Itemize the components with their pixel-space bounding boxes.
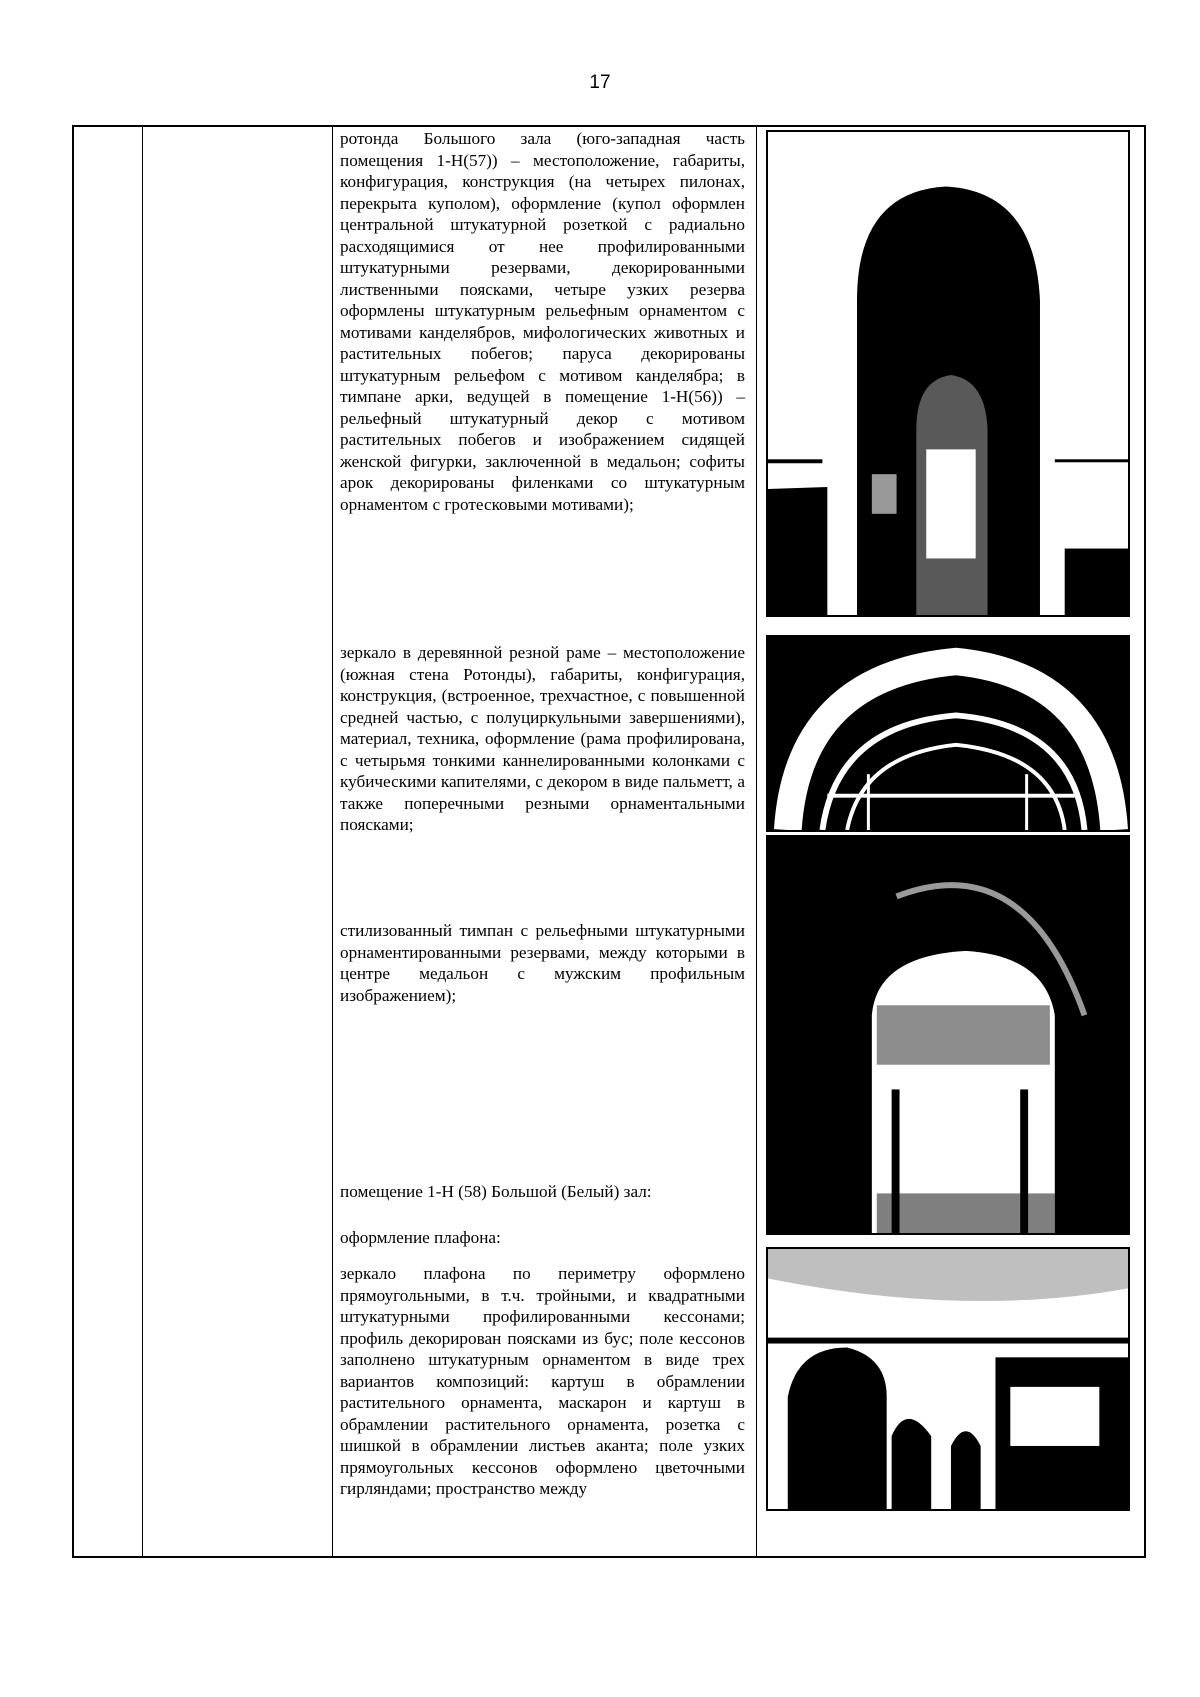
column-divider-2 (332, 127, 333, 1556)
white-hall-ceiling-photo (766, 1247, 1130, 1511)
entry-text: помещение 1-Н (58) Большой (Белый) зал: (340, 1182, 652, 1201)
rotunda-arch-photo (766, 130, 1130, 617)
entry-text: зеркало плафона по периметру оформлено прямоугольными, в т.ч. тройными, и квадратными штукатурными профилированными кессонами; профиль декорирован поясками из бус; поле кессонов заполнено штукатурным орнаментом в виде трех вариантов композиций: картуш в обрамлении растительного орнамента, маскарон и картуш в обрамлении растительного орнамента, розетка с шишкой в обрамлении листьев аканта; поле узких прямоугольных кессонов оформлено цветочными гирляндами; пространство между (340, 1264, 745, 1498)
entry-text: стилизованный тимпан с рельефными штукатурными орнаментированными резервами, между которыми в центре медальон с мужским профильным изображением); (340, 921, 745, 1005)
entry-text: зеркало в деревянной резной раме – местоположение (южная стена Ротонды), габариты, конфигурация, конструкция, (встроенное, трехчастное, с повышенной средней частью, с полуциркульными завершениями), материал, техника, оформление (рама профилирована, с четырьмя тонкими каннелированными колонками с кубическими капителями, с декором в виде пальметт, а также поперечными резными орнаментальными поясками; (340, 643, 745, 834)
tympanum-arch-photo (766, 835, 1130, 1235)
description-tympanum (340, 920, 745, 1006)
entry-text: ротонда Большого зала (юго-западная часть помещения 1-Н(57)) – местоположение, габариты, конфигурация, конструкция (на четырех пилонах, перекрыта куполом), оформление (купол оформлен центральной штукатурной розеткой с радиально расходящимися от нее профилированными штукатурными резервами, декорированными лиственными поясками, четыре узких резерва оформлены штукатурным рельефным орнаментом с мотивами канделябров, мифологических животных и растительных побегов; паруса декорированы штукатурным рельефом с мотивом канделябра; в тимпане арки, ведущей в помещение 1-Н(56)) – рельефный штукатурный декор с мотивом растительных побегов и изображением сидящей женской фигурки, заключенной в медальон; софиты арок декорированы филенками со штукатурным орнаментом с гротесковыми мотивами); (340, 129, 745, 514)
column-divider-1 (142, 127, 143, 1556)
description-ceiling-heading (340, 1227, 745, 1249)
entry-text: оформление плафона: (340, 1228, 501, 1247)
page-number: 17 (589, 72, 611, 93)
mirror-frame-photo (766, 635, 1130, 832)
description-mirror (340, 642, 745, 836)
column-divider-3 (756, 127, 757, 1556)
description-ceiling (340, 1263, 745, 1500)
description-white-hall-heading (340, 1181, 745, 1203)
description-rotunda (340, 128, 745, 515)
